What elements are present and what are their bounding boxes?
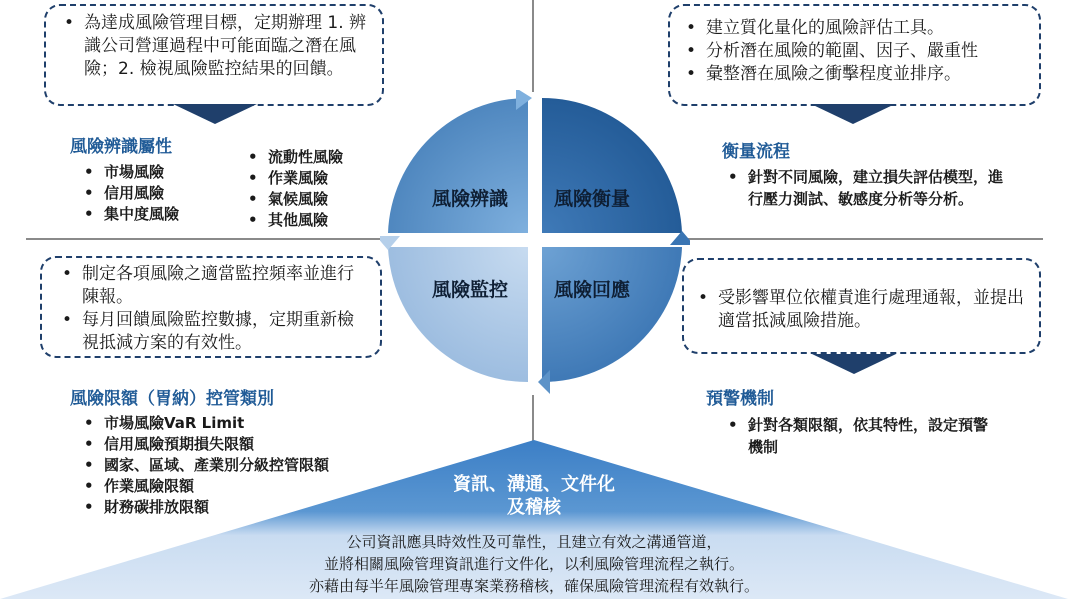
monitor-description-box [40, 256, 382, 358]
response-box-pointer [812, 354, 896, 374]
list-item: • 流動性風險 [240, 147, 343, 168]
list-item: • 其他風險 [240, 210, 343, 231]
horizontal-divider-right [683, 238, 1043, 240]
quadrant-label-response: 風險回應 [553, 279, 630, 301]
pyramid-title-line2: 及稽核 [507, 497, 561, 518]
list-item: • 針對各類限額，依其特性，設定預警機制 [720, 414, 998, 458]
list-item: • 針對不同風險，建立損失評估模型，進行壓力測試、敏感度分析等分析。 [720, 166, 1010, 210]
measure-title: 衡量流程 [722, 142, 790, 162]
measure-list [720, 166, 1010, 210]
quadrant-label-identify: 風險辨識 [431, 188, 508, 210]
response-description-item: • 受影響單位依權責進行處理通報，並提出適當抵減風險措施。 [692, 287, 1027, 333]
identify-description-item: • 為達成風險管理目標，定期辦理 1. 辨識公司營運過程中可能面臨之潛在風險；2. 檢視風險監控結果的回饋。 [58, 12, 370, 81]
quadrant-label-monitor: 風險監控 [431, 279, 508, 301]
limits-title: 風險限額（胃納）控管類別 [70, 389, 274, 409]
list-item: • 國家、區域、產業別分級控管限額 [76, 455, 329, 476]
response-description-box [682, 258, 1041, 354]
warning-title: 預警機制 [706, 389, 774, 409]
list-item: • 市場風險 [76, 162, 179, 183]
vertical-divider-bottom [532, 395, 534, 445]
list-item: • 市場風險VaR Limit [76, 413, 329, 434]
identify-box-pointer [173, 104, 257, 124]
measure-description-box [668, 4, 1041, 106]
horizontal-divider-left [26, 238, 386, 240]
identify-list-col2 [240, 147, 343, 231]
measure-description-item: • 彙整潛在風險之衝擊程度並排序。 [680, 63, 1027, 86]
pyramid-title [0, 473, 1068, 519]
list-item: • 作業風險 [240, 168, 343, 189]
pyramid-text-line3: 亦藉由每半年風險管理專案業務稽核，確保風險管理流程有效執行。 [308, 577, 759, 595]
list-item: • 信用風險 [76, 183, 179, 204]
list-item: • 信用風險預期損失限額 [76, 434, 329, 455]
vertical-divider-top [532, 0, 534, 92]
list-item: • 作業風險限額 [76, 476, 329, 497]
pyramid-text-line2: 並將相關風險管理資訊進行文件化，以利風險管理流程之執行。 [323, 555, 744, 573]
list-item: • 集中度風險 [76, 204, 179, 225]
list-item: • 氣候風險 [240, 189, 343, 210]
quadrant-label-measure: 風險衡量 [553, 188, 630, 210]
identify-description-box [44, 4, 384, 106]
pyramid-text-line1: 公司資訊應具時效性及可靠性，且建立有效之溝通管道， [346, 533, 722, 551]
arrow-head-right [670, 231, 690, 245]
quadrant-response [542, 247, 682, 382]
identify-title: 風險辨識屬性 [70, 137, 172, 157]
monitor-description-item: • 每月回饋風險監控數據，定期重新檢視抵減方案的有效性。 [56, 309, 368, 355]
quadrant-identify [388, 98, 528, 233]
pyramid-title-line1: 資訊、溝通、文件化 [453, 474, 615, 495]
risk-cycle-diagram [380, 90, 690, 395]
monitor-description-item: • 制定各項風險之適當監控頻率並進行陳報。 [56, 263, 368, 309]
quadrant-measure [542, 98, 682, 233]
measure-box-pointer [811, 104, 895, 124]
identify-list-col1 [76, 162, 179, 225]
measure-description-item: • 建立質化量化的風險評估工具。 [680, 17, 1027, 40]
measure-description-item: • 分析潛在風險的範圍、因子、嚴重性 [680, 40, 1027, 63]
quadrant-monitor [388, 247, 528, 382]
list-item: • 財務碳排放限額 [76, 497, 329, 518]
